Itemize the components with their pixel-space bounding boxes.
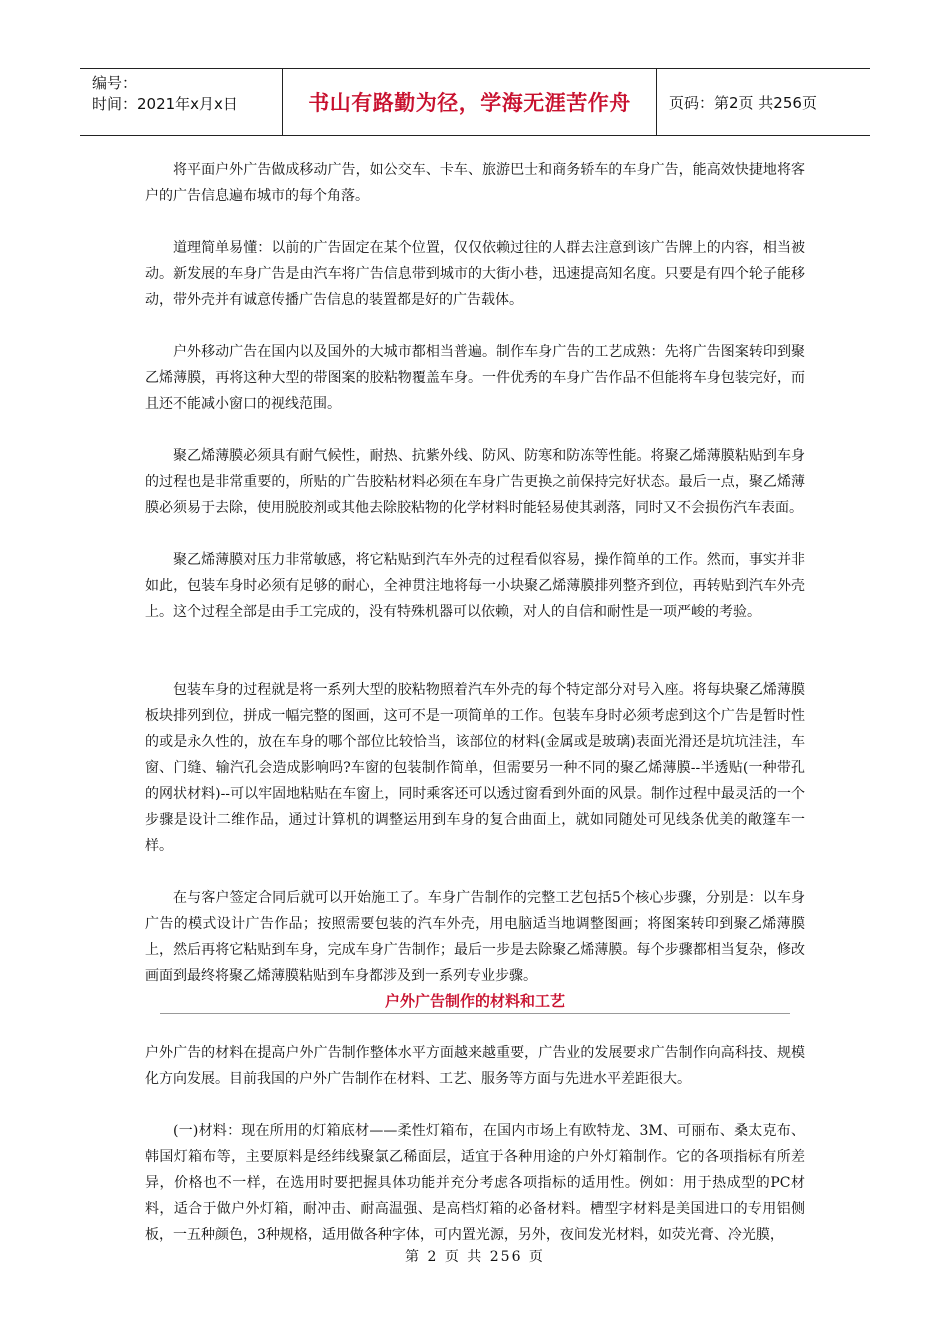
paragraph: 在与客户签定合同后就可以开始施工了。车身广告制作的完整工艺包括5个核心步骤，分别是：以车身广告的模式设计广告作品；按照需要包装的汽车外壳，用电脑适当地调整图画；将图案转印到聚乙烯薄膜上，然后再将它粘贴到车身，完成车身广告制作；最后一步是去除聚乙烯薄膜。每个步骤都相当复杂，修改画面到最终将聚乙烯薄膜粘贴到车身都涉及到一系列专业步骤。 [145, 890, 805, 984]
document-date: 时间：2021年x月x日 [92, 95, 238, 113]
paragraph: 户外广告的材料在提高户外广告制作整体水平方面越来越重要，广告业的发展要求广告制作向高科技、规模化方向发展。目前我国的户外广告制作在材料、工艺、服务等方面与先进水平差距很大。 [145, 1045, 805, 1087]
paragraph: 聚乙烯薄膜对压力非常敏感，将它粘贴到汽车外壳的过程看似容易，操作简单的工作。然而，事实并非如此，包装车身时必须有足够的耐心，全神贯注地将每一小块聚乙烯薄膜排列整齐到位，再转贴到汽车外壳上。这个过程全部是由手工完成的，没有特殊机器可以依赖，对人的自信和耐性是一项严峻的考验。 [145, 552, 805, 620]
paragraph: 道理简单易懂：以前的广告固定在某个位置，仅仅依赖过往的人群去注意到该广告牌上的内容，相当被动。新发展的车身广告是由汽车将广告信息带到城市的大街小巷，迅速提高知名度。只要是有四个轮子能移动，带外壳并有诚意传播广告信息的装置都是好的广告载体。 [145, 240, 805, 308]
paragraph: (一)材料：现在所用的灯箱底材——柔性灯箱布，在国内市场上有欧特龙、3M、可丽布、桑太克布、韩国灯箱布等，主要原料是经纬线聚氯乙稀面层，适宜于各种用途的户外灯箱制作。它的各项指标有所差异，价格也不一样，在选用时要把握具体功能并充分考虑各项指标的适用性。例如：用于热成型的PC材料，适合于做户外灯箱，耐冲击、耐高温强、是高档灯箱的必备材料。槽型字材料是美国进口的专用铝侧板，一五种颜色，3种规格，适用做各种字体，可内置光源，另外，夜间发光材料，如荧光膏、冷光膜， [145, 1123, 805, 1243]
document-body [145, 157, 805, 1248]
paragraph: 将平面户外广告做成移动广告，如公交车、卡车、旅游巴士和商务轿车的车身广告，能高效快捷地将客户的广告信息遍布城市的每个角落。 [145, 162, 805, 204]
document-number: 编号： [92, 74, 138, 92]
header-page-number: 页码：第2页 共256页 [669, 93, 817, 112]
page-header [80, 68, 870, 136]
header-meta [80, 69, 283, 135]
header-motto: 书山有路勤为径，学海无涯苦作舟 [283, 69, 657, 135]
page-footer: 第 2 页 共 256 页 [405, 1249, 545, 1265]
section-title: 户外广告制作的材料和工艺 [384, 992, 565, 1010]
paragraph: 聚乙烯薄膜必须具有耐气候性，耐热、抗紫外线、防风、防寒和防冻等性能。将聚乙烯薄膜粘贴到车身的过程也是非常重要的，所贴的广告胶粘材料必须在车身广告更换之前保持完好状态。最后一点，聚乙烯薄膜必须易于去除，使用脱胶剂或其他去除胶粘物的化学材料时能轻易使其剥落，同时又不会损伤汽车表面。 [145, 448, 805, 516]
paragraph: 包装车身的过程就是将一系列大型的胶粘物照着汽车外壳的每个特定部分对号入座。将每块聚乙烯薄膜板块排列到位，拼成一幅完整的图画，这可不是一项简单的工作。包装车身时必须考虑到这个广告是暂时性的或是永久性的，放在车身的哪个部位比较恰当，该部位的材料(金属或是玻璃)表面光滑还是坑坑洼洼，车窗、门缝、输汽孔会造成影响吗?车窗的包装制作简单，但需要另一种不同的聚乙烯薄膜--半透贴(一种带孔的网状材料)--可以牢固地粘贴在车窗上，同时乘客还可以透过窗看到外面的风景。制作过程中最灵活的一个步骤是设计二维作品，通过计算机的调整运用到车身的复合曲面上，就如同随处可见线条优美的敞篷车一样。 [145, 682, 805, 854]
paragraph: 户外移动广告在国内以及国外的大城市都相当普遍。制作车身广告的工艺成熟：先将广告图案转印到聚乙烯薄膜，再将这种大型的带图案的胶粘物覆盖车身。一件优秀的车身广告作品不但能将车身包装完好，而且还不能减小窗口的视线范围。 [145, 344, 805, 412]
